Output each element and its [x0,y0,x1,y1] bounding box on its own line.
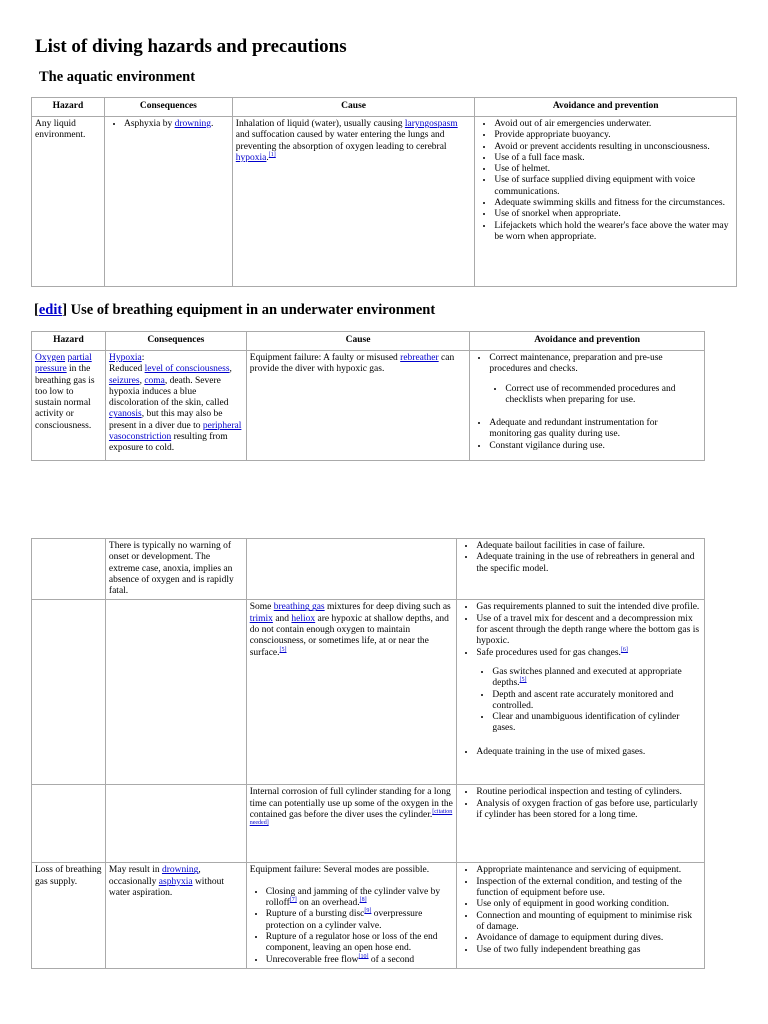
list-item: • Adequate swimming skills and fitness for the circumstances. [494,198,733,209]
table-header-row [32,98,737,117]
edit-link[interactable]: edit [38,302,63,318]
hazard-cell [32,539,106,600]
list-item: • Provide appropriate buoyancy. [494,130,733,141]
table-row [32,351,705,461]
link-asphyxia[interactable]: asphyxia [158,876,193,887]
avoidance-cell [470,351,705,461]
avoidance-cell [457,785,705,863]
consequences-cell [104,117,232,287]
cause-cell: Inhalation of liquid (water), usually causing laryngospasm and suffocation caused by water entering the lungs and preventing the absorption of oxygen leading to cerebral hypoxia.[1] [232,117,475,287]
avoidance-cell [457,863,705,968]
link-laryngospasm[interactable]: laryngospasm [404,119,458,129]
cause-cell [246,539,457,600]
list-item: • Use of two fully independent breathing gas [476,945,701,956]
list-item: • Avoid or prevent accidents resulting in unconsciousness. [494,142,733,153]
list-item: • Use of surface supplied diving equipment with voice communications. [494,175,733,198]
consequences-cell [105,600,246,785]
link-hypoxia[interactable]: hypoxia [235,152,267,163]
link-drowning[interactable]: drowning [161,865,199,876]
table-header-row [32,332,705,351]
link-level-of-consciousness[interactable]: level of consciousness [144,364,230,375]
link-seizures[interactable]: seizures [108,375,140,386]
header-hazard: Hazard [32,98,105,117]
list-item: • Safe procedures used for gas changes.[6] [476,648,701,659]
breathing-equipment-table [31,331,705,461]
consequences-cell: May result in drowning, occasionally asphyxia without water aspiration. [105,863,246,968]
reference-link[interactable]: [6] [620,646,628,653]
list-item: • Constant vigilance during use. [489,441,701,452]
list-item: • Correct maintenance, preparation and pre-use procedures and checks. [489,353,701,376]
list-item: • Use of helmet. [494,164,733,175]
list-item: • Rupture of a bursting disc[9] overpressure protection on a cylinder valve. [266,909,454,932]
list-item: • Clear and unambiguous identification of cylinder gases. [492,712,701,735]
list-item: • Depth and ascent rate accurately monitored and controlled. [492,690,701,713]
list-item: • Inspection of the external condition, and testing of the function of equipment before use. [476,877,701,900]
breathing-equipment-table-continued [31,538,705,969]
header-hazard: Hazard [32,332,106,351]
page-title: List of diving hazards and precautions [35,36,347,57]
list-item: • Use of a travel mix for descent and a decompression mix for ascent through the depth range where the bottom gas is hypoxic. [476,614,701,648]
list-item: • Gas requirements planned to suit the intended dive profile. [476,602,701,613]
link-heliox[interactable]: heliox [291,613,316,624]
hazard-cell: Oxygen partial pressure in the breathing gas is too low to sustain normal activity or consciousness. [32,351,106,461]
link-rebreather[interactable]: rebreather [400,353,439,363]
list-item: • Unrecoverable free flow[10] of a second [266,955,454,966]
header-cause: Cause [246,332,470,351]
table-row [32,863,705,968]
list-item: • Avoid out of air emergencies underwater. [494,119,733,130]
consequences-cell: Hypoxia: Reduced level of consciousness, seizures, coma, death. Severe hypoxia induces a blue discoloration of the skin, called cyanosis, but this may also be present in a diver due to peripheral vasoconstriction resulting from exposure to cold. [105,351,246,461]
header-consequences: Consequences [104,98,232,117]
list-item: • Gas switches planned and executed at appropriate depths.[5] [492,667,701,690]
consequences-cell: There is typically no warning of onset or development. The extreme case, anoxia, implies an absence of oxygen and is rapidly fatal. [105,539,246,600]
header-avoidance: Avoidance and prevention [475,98,737,117]
reference-link[interactable]: [5] [279,646,287,653]
reference-link[interactable]: [9] [364,908,372,915]
consequences-cell [105,785,246,863]
table-row [32,117,737,287]
link-hypoxia[interactable]: Hypoxia [108,353,142,363]
aquatic-environment-table [31,97,737,287]
header-avoidance: Avoidance and prevention [470,332,705,351]
reference-link[interactable]: [1] [268,151,276,158]
list-item: • Adequate training in the use of rebreathers in general and the specific model. [476,552,701,575]
list-item: • Connection and mounting of equipment to minimise risk of damage. [476,911,701,934]
list-item: • Asphyxia by drowning. [124,119,229,130]
avoidance-cell [475,117,737,287]
avoidance-cell [457,539,705,600]
hazard-cell: Any liquid environment. [32,117,105,287]
hazard-cell [32,600,106,785]
table-row [32,600,705,785]
cause-cell: Equipment failure: Several modes are possible. • Closing and jamming of the cylinder valve by rolloff[7] on an overhead.[8] • Rupture of a bursting disc[9] overpressure protection on a cylinder valve. • Rupture of a regulator hose or loss of the end component, leaving an open hose end. • Unrecoverable free flow[10] of a second [246,863,457,968]
list-item: • Adequate training in the use of mixed gases. [476,747,701,758]
reference-link[interactable]: [5] [519,677,527,684]
header-consequences: Consequences [105,332,246,351]
table-row [32,539,705,600]
link-cyanosis[interactable]: cyanosis [108,409,142,420]
list-item: • Avoidance of damage to equipment during dives. [476,933,701,944]
reference-link[interactable]: [8] [359,896,367,903]
list-item: • Use of snorkel when appropriate. [494,209,733,220]
cause-cell: Internal corrosion of full cylinder standing for a long time can potentially use up some of the oxygen in the contained gas before the diver uses the cylinder.[citation needed] [246,785,457,863]
list-item: • Routine periodical inspection and testing of cylinders. [476,787,701,798]
link-peripheral-vasoconstriction[interactable]: peripheral vasoconstriction [108,420,242,443]
header-cause: Cause [232,98,475,117]
reference-link[interactable]: [citation needed] [249,808,453,827]
list-item: • Closing and jamming of the cylinder valve by rolloff[7] on an overhead.[8] [266,887,454,910]
section-heading-breathing-equipment: [edit] Use of breathing equipment in an underwater environment [34,302,436,318]
reference-link[interactable]: [10] [358,953,369,960]
list-item: • Lifejackets which hold the wearer's face above the water may be worn when appropriate. [494,221,733,244]
hazard-cell: Loss of breathing gas supply. [32,863,106,968]
cause-cell: Some breathing gas mixtures for deep diving such as trimix and heliox are hypoxic at shallow depths, and do not contain enough oxygen to maintain consciousness, or sometimes life, at or near the surface.[5] [246,600,457,785]
list-item: • Rupture of a regulator hose or loss of the end component, leaving an open hose end. [266,932,454,955]
list-item: • Adequate and redundant instrumentation for monitoring gas quality during use. [489,418,701,441]
table-row [32,785,705,863]
list-item: • Adequate bailout facilities in case of failure. [476,541,701,552]
reference-link[interactable]: [7] [289,896,297,903]
link-trimix[interactable]: trimix [249,613,273,624]
list-item: • Use only of equipment in good working condition. [476,899,701,910]
section-heading-aquatic-environment: The aquatic environment [39,69,196,85]
list-item: • Analysis of oxygen fraction of gas before use, particularly if cylinder has been stored for a long time. [476,799,701,822]
link-partial-pressure[interactable]: partial pressure [35,353,92,375]
link-oxygen[interactable]: Oxygen [35,353,66,363]
list-item: • Use of a full face mask. [494,153,733,164]
link-breathing-gas[interactable]: breathing gas [273,602,325,613]
link-coma[interactable]: coma [144,375,165,386]
avoidance-cell [457,600,705,785]
list-item: • Appropriate maintenance and servicing of equipment. [476,865,701,876]
list-item: • Correct use of recommended procedures and checklists when preparing for use. [505,384,701,407]
cause-cell: Equipment failure: A faulty or misused rebreather can provide the diver with hypoxic gas. [246,351,470,461]
link-drowning[interactable]: drowning [174,119,212,129]
hazard-cell [32,785,106,863]
